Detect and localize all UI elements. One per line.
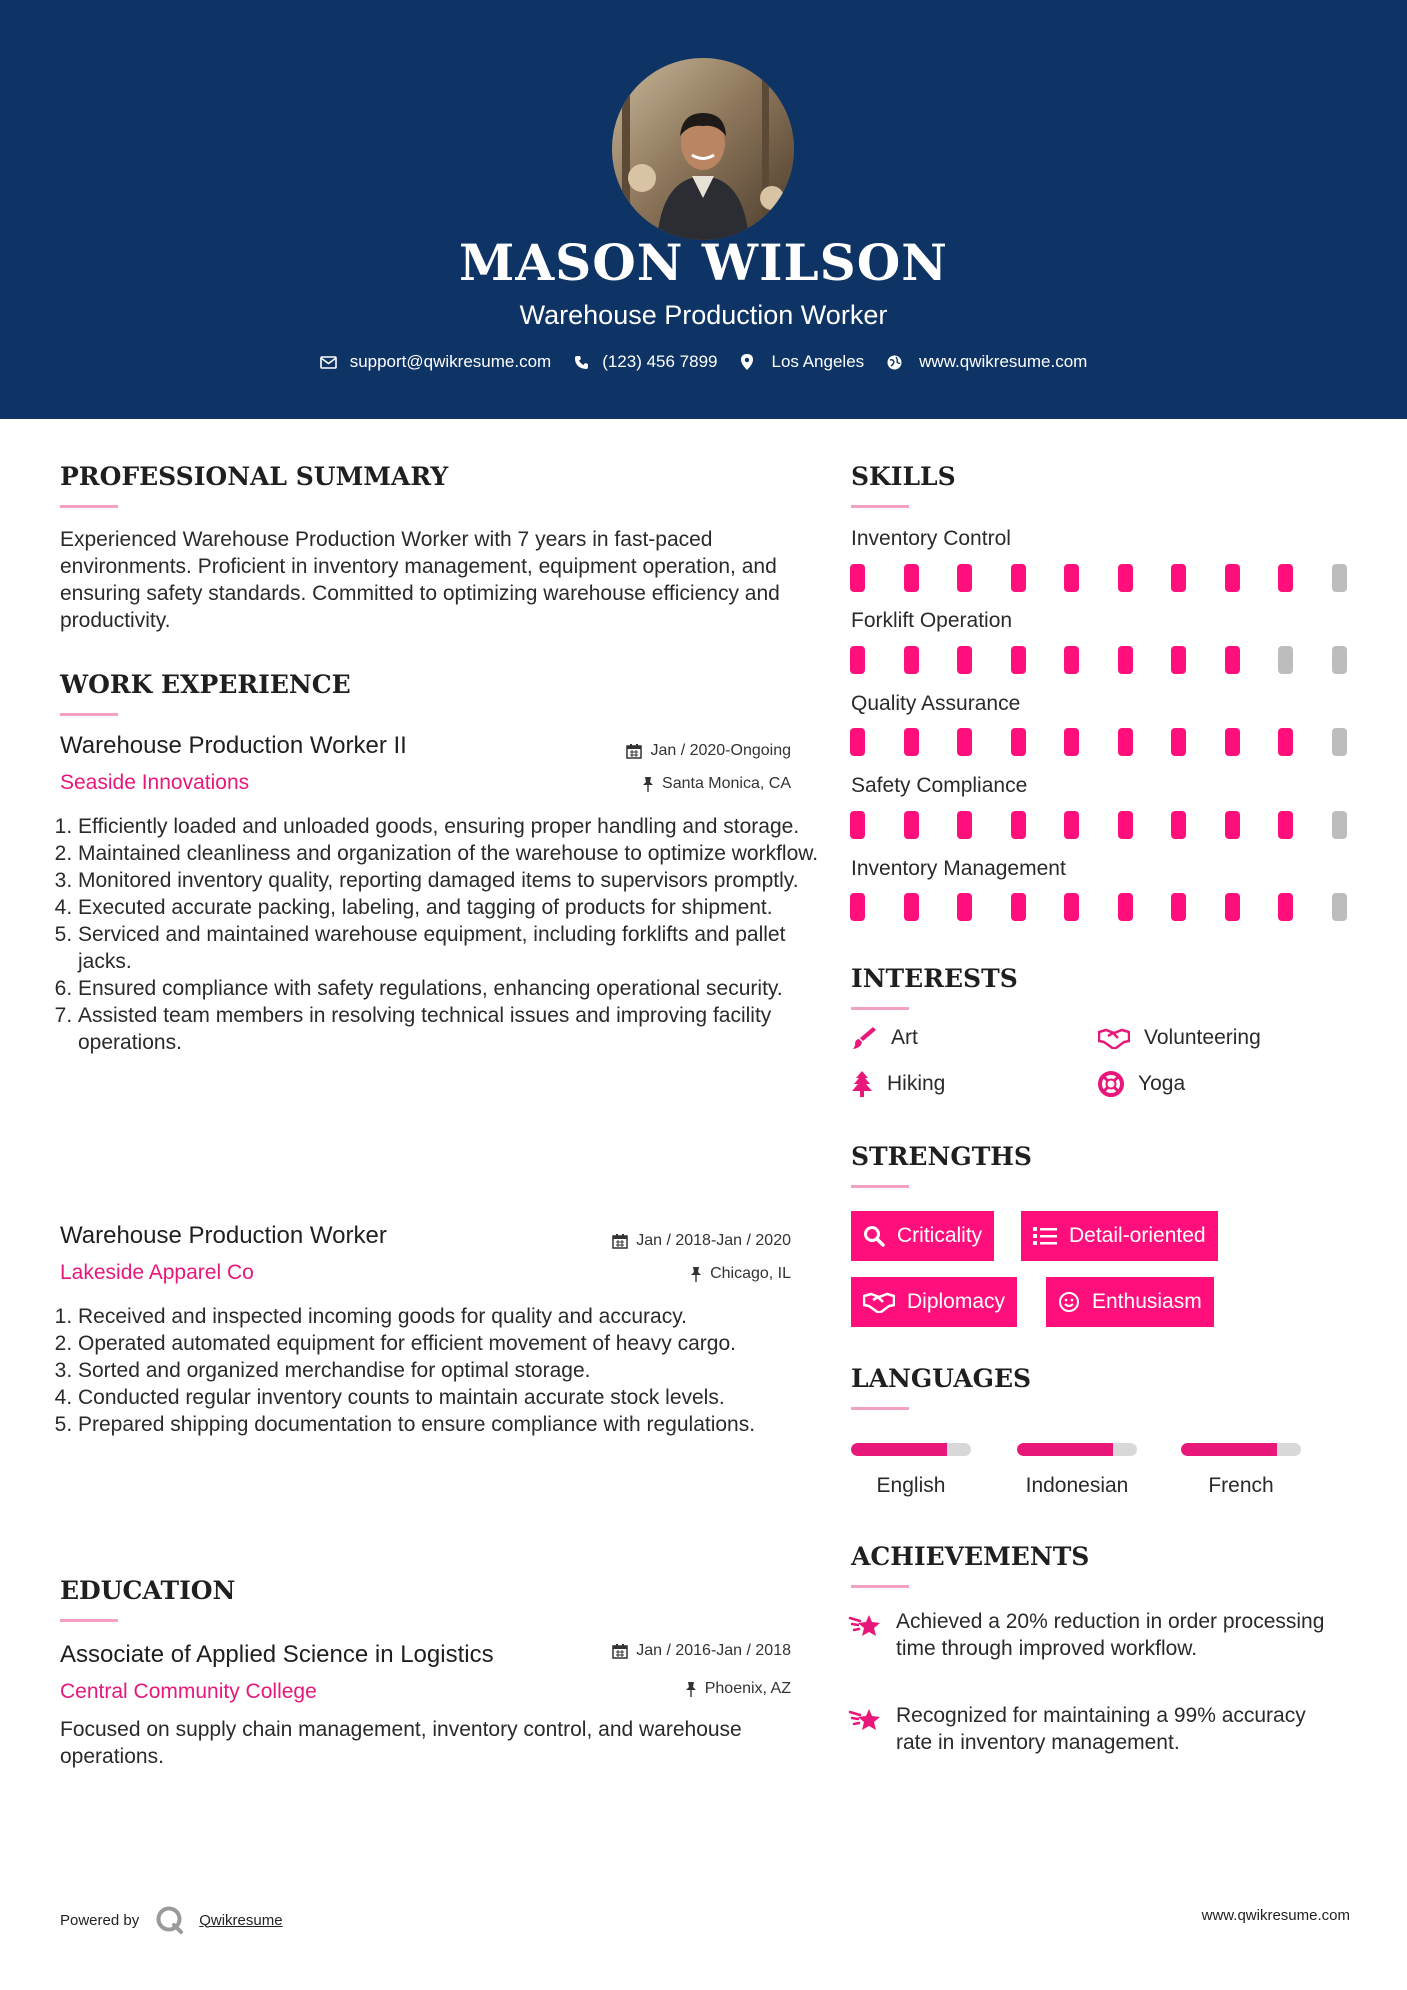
- footer-website[interactable]: www.qwikresume.com: [1201, 1907, 1350, 1924]
- skill-dot: [850, 811, 865, 839]
- skill-dot: [850, 564, 865, 592]
- summary-underline: [60, 505, 118, 508]
- skill-rating: [850, 646, 1350, 674]
- contact-phone[interactable]: (123) 456 7899: [574, 352, 717, 372]
- interests-underline: [851, 1007, 909, 1010]
- calendar-icon: [612, 1233, 628, 1249]
- skill-dot: [1278, 893, 1293, 921]
- strength-tag: Enthusiasm: [1046, 1277, 1214, 1327]
- shooting-star-icon: [848, 1612, 882, 1638]
- skill-dot: [1118, 811, 1133, 839]
- interest-item: Art: [851, 1026, 918, 1050]
- education-heading: EDUCATION: [60, 1576, 236, 1605]
- skill-dot: [1011, 893, 1026, 921]
- skill-dot: [1118, 564, 1133, 592]
- skill-dot: [1011, 728, 1026, 756]
- skills-underline: [851, 505, 909, 508]
- skill-dot: [1064, 893, 1079, 921]
- avatar: [612, 58, 794, 240]
- header: [0, 0, 1407, 419]
- languages-underline: [851, 1407, 909, 1410]
- skill-dot: [1225, 646, 1240, 674]
- skill-dot: [904, 811, 919, 839]
- education-description: Focused on supply chain management, inventory control, and warehouse operations.: [60, 1718, 742, 1768]
- strength-tag: Criticality: [851, 1211, 994, 1261]
- experience-heading: WORK EXPERIENCE: [60, 670, 351, 699]
- skill-name: Forklift Operation: [851, 609, 1013, 632]
- list-item: 6. Ensured compliance with safety regulations, enhancing operational security.: [78, 975, 823, 1002]
- tree-icon: [851, 1071, 873, 1097]
- list-item: 2. Operated automated equipment for efficient movement of heavy cargo.: [78, 1330, 818, 1357]
- phone-icon: [574, 355, 589, 370]
- achievement-item: Recognized for maintaining a 99% accuracy rate in inventory management.: [896, 1704, 1306, 1754]
- skill-dot: [1332, 564, 1347, 592]
- company-name: Seaside Innovations: [60, 771, 250, 794]
- job-location: Santa Monica, CA: [642, 775, 791, 793]
- skill-dot: [904, 564, 919, 592]
- skill-dot: [1118, 893, 1133, 921]
- skill-dot: [1011, 646, 1026, 674]
- language-bar: [1017, 1443, 1137, 1456]
- skill-dot: [957, 893, 972, 921]
- skill-dot: [1332, 728, 1347, 756]
- skill-dot: [1225, 564, 1240, 592]
- skill-dot: [1171, 811, 1186, 839]
- skill-dot: [850, 728, 865, 756]
- language-name: English: [876, 1474, 946, 1497]
- skill-dot: [1171, 564, 1186, 592]
- degree-title: Associate of Applied Science in Logistics: [60, 1641, 494, 1668]
- map-pin-icon: [741, 354, 753, 370]
- education-underline: [60, 1619, 118, 1622]
- skill-dot: [1332, 646, 1347, 674]
- pushpin-icon: [642, 776, 654, 792]
- skill-dot: [1064, 811, 1079, 839]
- skill-dot: [1064, 728, 1079, 756]
- calendar-icon: [612, 1643, 628, 1659]
- experience-underline: [60, 713, 118, 716]
- contact-email[interactable]: support@qwikresume.com: [320, 352, 552, 372]
- pushpin-icon: [690, 1266, 702, 1282]
- skill-dot: [1064, 564, 1079, 592]
- list-item: 1. Received and inspected incoming goods for quality and accuracy.: [78, 1303, 818, 1330]
- list-item: 3. Sorted and organized merchandise for optimal storage.: [78, 1357, 818, 1384]
- strengths-underline: [851, 1185, 909, 1188]
- contact-bar: [0, 352, 1407, 372]
- language-bar: [1181, 1443, 1301, 1456]
- paintbrush-icon: [851, 1026, 877, 1050]
- company-name: Lakeside Apparel Co: [60, 1261, 254, 1284]
- skill-dot: [1225, 893, 1240, 921]
- language-name: French: [1208, 1474, 1274, 1497]
- skill-dot: [904, 728, 919, 756]
- skill-dot: [1332, 811, 1347, 839]
- shooting-star-icon: [848, 1706, 882, 1732]
- job-title: Warehouse Production Worker II: [60, 732, 407, 759]
- envelope-icon: [320, 356, 337, 369]
- education-dates: Jan / 2016-Jan / 2018: [612, 1642, 791, 1660]
- smile-icon: [1058, 1291, 1080, 1313]
- list-item: 7. Assisted team members in resolving technical issues and improving facility operations.: [78, 1002, 823, 1056]
- summary-heading: PROFESSIONAL SUMMARY: [60, 462, 449, 491]
- list-item: 5. Serviced and maintained warehouse equipment, including forklifts and pallet jacks.: [78, 921, 823, 975]
- skill-dot: [1225, 811, 1240, 839]
- skill-dot: [850, 646, 865, 674]
- handshake-icon: [1098, 1027, 1130, 1049]
- skill-dot: [1278, 728, 1293, 756]
- skill-dot: [1011, 811, 1026, 839]
- brand-link[interactable]: Qwikresume: [199, 1911, 283, 1929]
- list-item: 4. Executed accurate packing, labeling, and tagging of products for shipment.: [78, 894, 823, 921]
- skill-name: Quality Assurance: [851, 692, 1021, 715]
- education-location: Phoenix, AZ: [685, 1680, 791, 1698]
- job-duties: [60, 813, 823, 1056]
- skill-dot: [904, 893, 919, 921]
- list-item: 4. Conducted regular inventory counts to maintain accurate stock levels.: [78, 1384, 818, 1411]
- skills-heading: SKILLS: [851, 462, 956, 491]
- skill-dot: [1278, 564, 1293, 592]
- school-name: Central Community College: [60, 1680, 317, 1703]
- skill-dot: [1171, 893, 1186, 921]
- skill-dot: [1118, 728, 1133, 756]
- interest-item: Hiking: [851, 1071, 945, 1097]
- handshake-icon: [863, 1291, 895, 1313]
- strengths-heading: STRENGTHS: [851, 1142, 1032, 1171]
- skill-dot: [850, 893, 865, 921]
- skill-dot: [957, 728, 972, 756]
- language-level: [1017, 1443, 1113, 1456]
- footer-branding: [60, 1905, 283, 1935]
- candidate-name: MASON WILSON: [459, 233, 948, 292]
- lifebuoy-icon: [1098, 1071, 1124, 1097]
- skill-dot: [1118, 646, 1133, 674]
- job-dates: Jan / 2020-Ongoing: [626, 742, 791, 760]
- list-item: 1. Efficiently loaded and unloaded goods, ensuring proper handling and storage.: [78, 813, 823, 840]
- skill-dot: [1171, 646, 1186, 674]
- interest-item: Yoga: [1098, 1071, 1185, 1097]
- skill-dot: [1278, 646, 1293, 674]
- skill-dot: [1064, 646, 1079, 674]
- skill-dot: [957, 646, 972, 674]
- skill-dot: [904, 646, 919, 674]
- strength-tag: Detail-oriented: [1021, 1211, 1218, 1261]
- interest-item: Volunteering: [1098, 1026, 1261, 1050]
- list-item: 5. Prepared shipping documentation to ensure compliance with regulations.: [78, 1411, 818, 1438]
- achievements-underline: [851, 1585, 909, 1588]
- job-dates: Jan / 2018-Jan / 2020: [612, 1232, 791, 1250]
- list-icon: [1033, 1226, 1057, 1246]
- job-title: Warehouse Production Worker: [60, 1222, 387, 1249]
- globe-icon: [887, 355, 902, 370]
- strength-tag: Diplomacy: [851, 1277, 1017, 1327]
- candidate-role: Warehouse Production Worker: [519, 300, 888, 330]
- skill-dot: [1011, 564, 1026, 592]
- language-name: Indonesian: [1025, 1474, 1129, 1497]
- list-item: 2. Maintained cleanliness and organization of the warehouse to optimize workflow.: [78, 840, 823, 867]
- skill-name: Safety Compliance: [851, 774, 1028, 797]
- contact-location: Los Angeles: [741, 352, 865, 372]
- languages-heading: LANGUAGES: [851, 1364, 1032, 1393]
- powered-by-label: Powered by: [60, 1911, 140, 1929]
- calendar-icon: [626, 743, 642, 759]
- contact-website[interactable]: www.qwikresume.com: [887, 352, 1087, 372]
- search-icon: [863, 1225, 885, 1247]
- skill-rating: [850, 893, 1350, 921]
- achievements-heading: ACHIEVEMENTS: [851, 1542, 1090, 1571]
- job-duties: [60, 1303, 818, 1438]
- skill-dot: [1171, 728, 1186, 756]
- language-level: [1181, 1443, 1277, 1456]
- skill-rating: [850, 728, 1350, 756]
- skill-name: Inventory Management: [851, 857, 1066, 880]
- qwikresume-logo-icon: [155, 1905, 185, 1935]
- skill-dot: [957, 564, 972, 592]
- skill-dot: [957, 811, 972, 839]
- pushpin-icon: [685, 1681, 697, 1697]
- skill-rating: [850, 564, 1350, 592]
- interests-heading: INTERESTS: [851, 964, 1018, 993]
- language-level: [851, 1443, 947, 1456]
- list-item: 3. Monitored inventory quality, reporting damaged items to supervisors promptly.: [78, 867, 823, 894]
- job-location: Chicago, IL: [690, 1265, 791, 1283]
- skill-rating: [850, 811, 1350, 839]
- language-bar: [851, 1443, 971, 1456]
- skill-dot: [1278, 811, 1293, 839]
- skill-dot: [1225, 728, 1240, 756]
- summary-text: Experienced Warehouse Production Worker with 7 years in fast-paced environments. Proficient in inventory management, equipment operation, and ensuring safety standards. Committed to optimizing warehouse efficiency and productivity.: [60, 528, 780, 632]
- skill-name: Inventory Control: [851, 527, 1011, 550]
- achievement-item: Achieved a 20% reduction in order processing time through improved workflow.: [896, 1610, 1325, 1660]
- skill-dot: [1332, 893, 1347, 921]
